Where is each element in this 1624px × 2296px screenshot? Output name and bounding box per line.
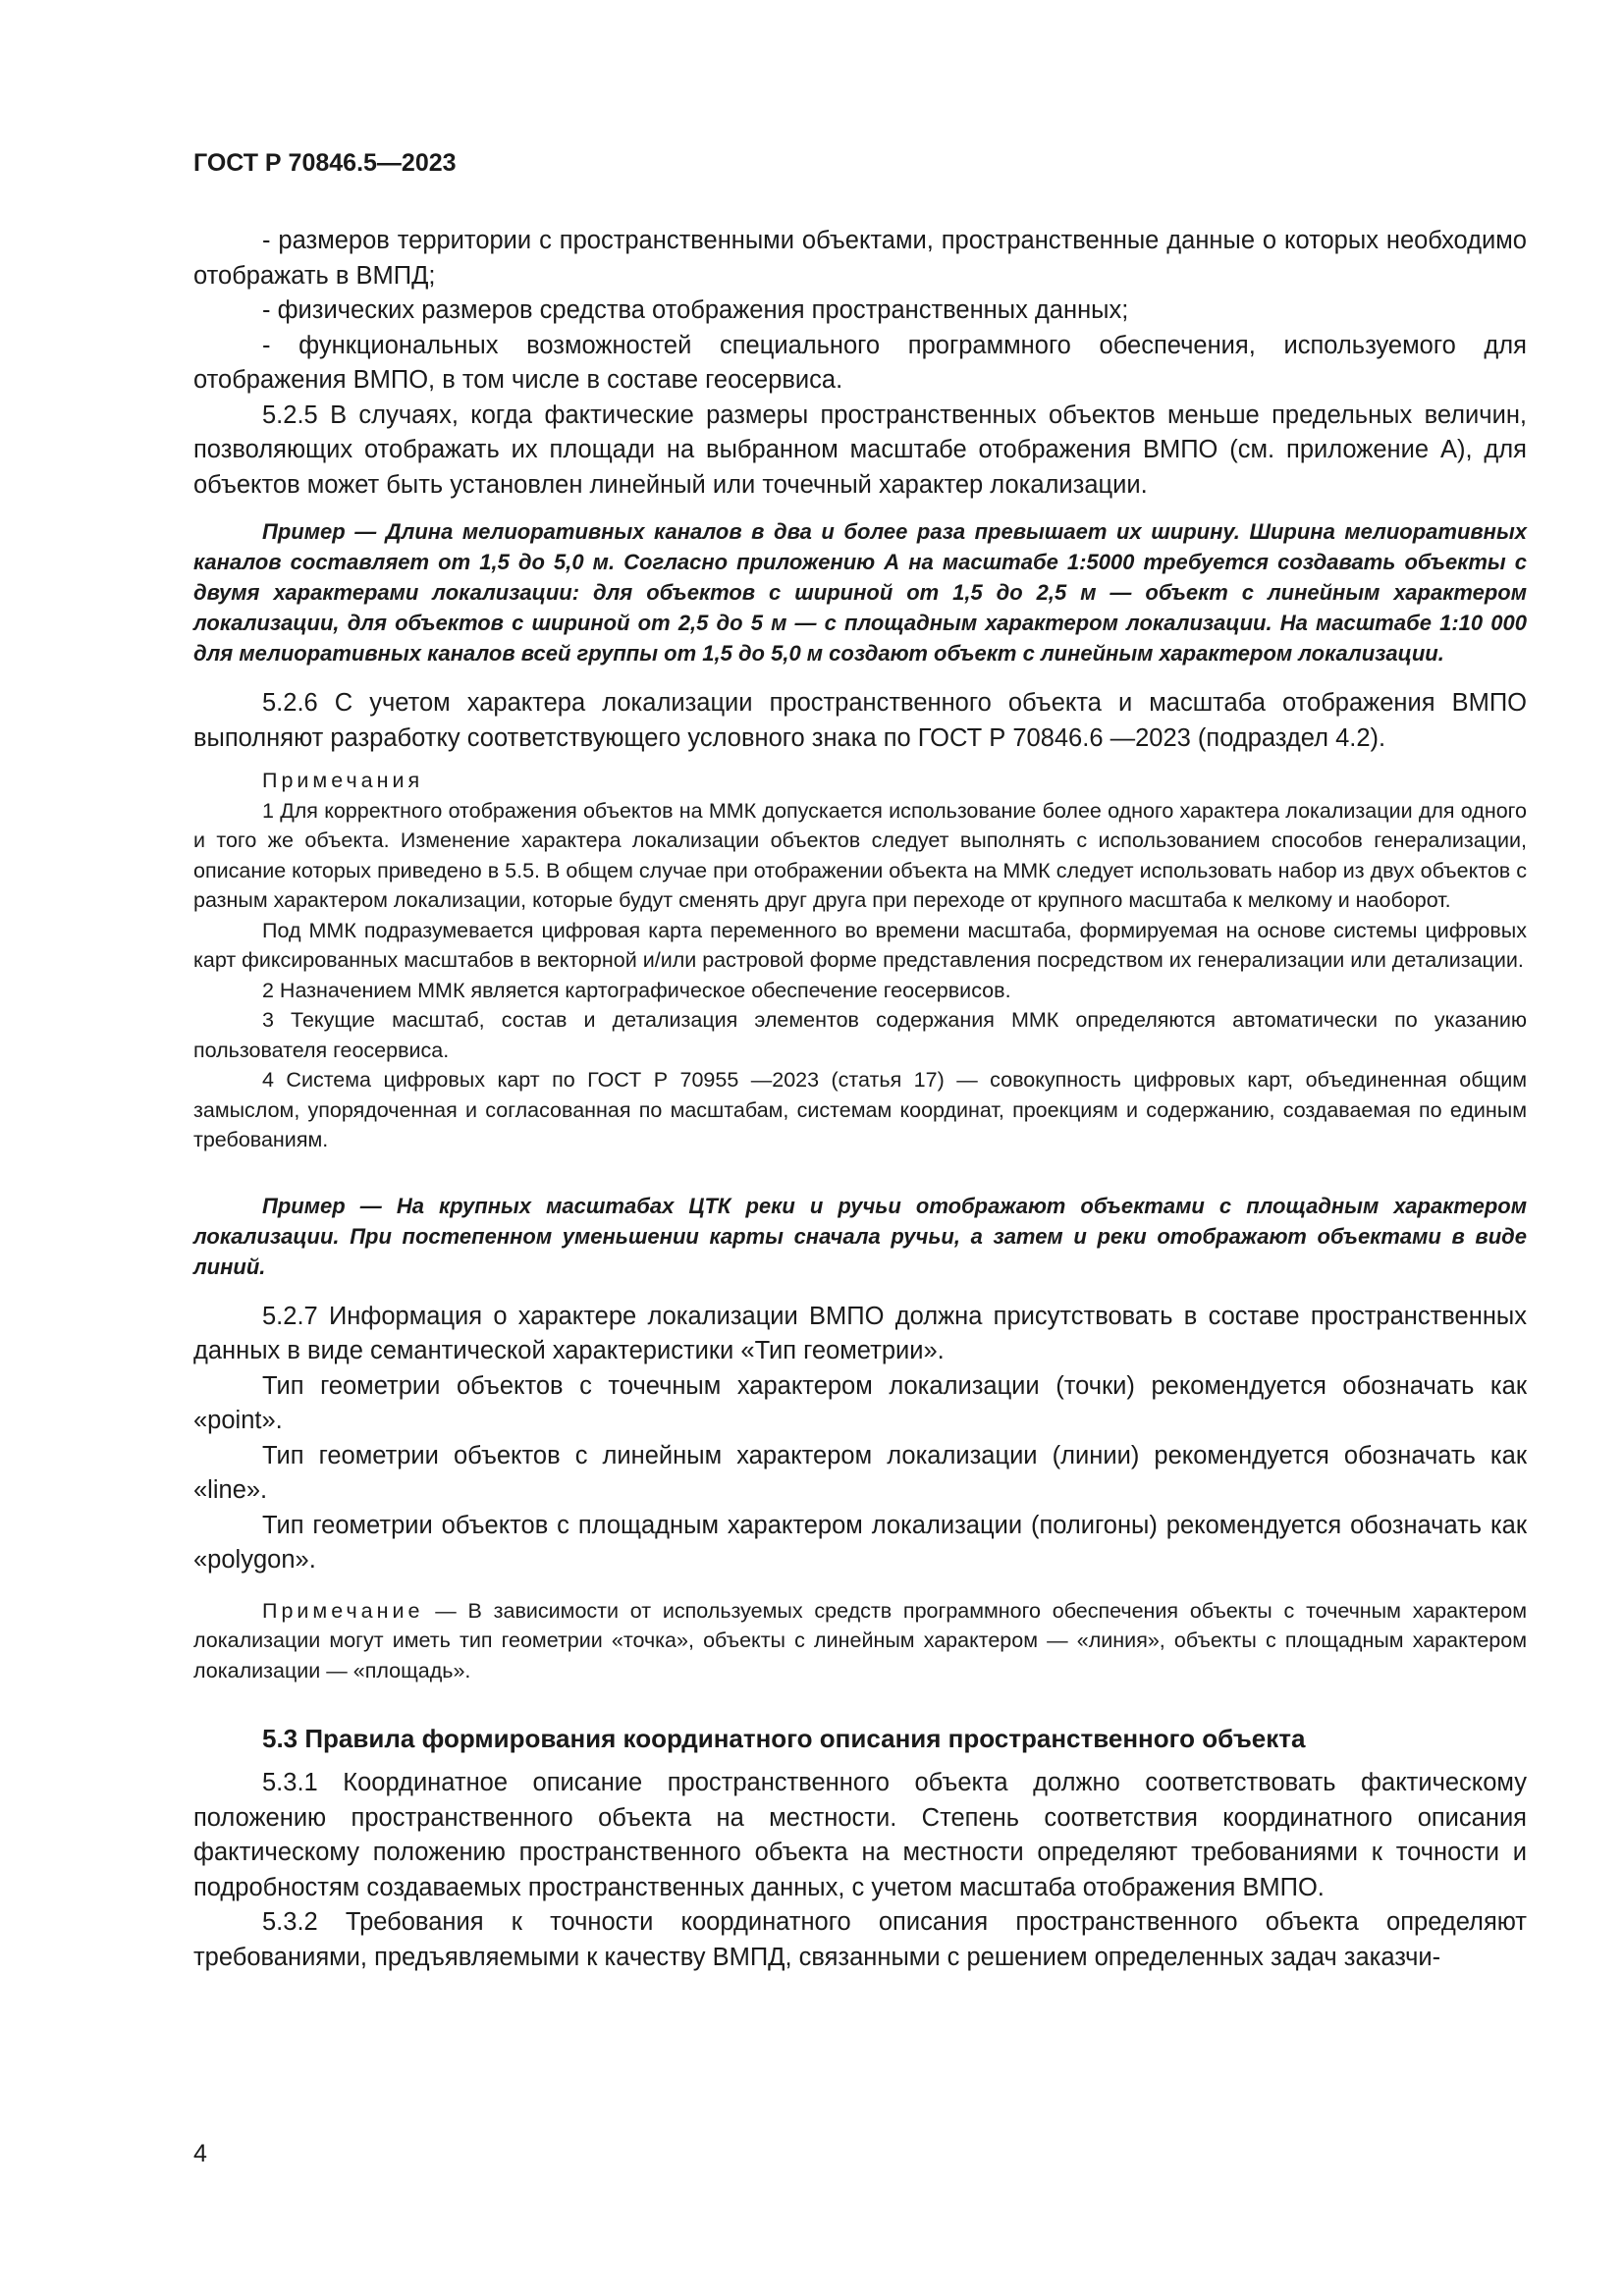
note-3: 3 Текущие масштаб, состав и детализация элементов содержания ММК определяются автоматически по указанию пользователя геосервиса. — [193, 1008, 1527, 1062]
list-item-software: - функциональных возможностей специального программного обеспечения, используемого для отображения ВМПО, в том числе в составе геосервиса. — [193, 331, 1527, 394]
note-text: — В зависимости от используемых средств программного обеспечения объекты с точечным характером локализации могут иметь тип геометрии «точка», объекты с линейным характером — «линия», объекты с площадным характером локализации — «площадь». — [193, 1598, 1527, 1682]
clause-5-2-5: 5.2.5 В случаях, когда фактические размеры пространственных объектов меньше предельных величин, позволяющих отображать их площади на выбранном масштабе отображения ВМПО (см. приложение А), для объектов может быть установлен линейный или точечный характер локализации. — [193, 400, 1527, 499]
note-1: 1 Для корректного отображения объектов на ММК допускается использование более одного характера локализации для одного и того же объекта. Изменение характера локализации объектов следует выполнять с использованием способов генерализации, описание которых приведено в 5.5. В общем случае при отображении объекта на ММК следует использовать набор из двух объектов с разным характером локализации, которые будут сменять друг друга при переходе от крупного масштаба к мелкому и наоборот. — [193, 798, 1527, 912]
example-rivers-streams: Пример — На крупных масштабах ЦТК реки и ручьи отображают объектами с площадным характером локализации. При постепенном уменьшении карты сначала ручьи, а затем и реки отображают объектами в виде линий. — [193, 1193, 1527, 1279]
geometry-type-line: Тип геометрии объектов с линейным характером локализации (линии) рекомендуется обозначать как «line». — [193, 1441, 1527, 1504]
note-1-continuation: Под ММК подразумевается цифровая карта переменного во времени масштаба, формируемая на основе системы цифровых карт фиксированных масштабов в векторной и/или растровой форме представления посредством их генерализации или детализации. — [193, 918, 1527, 972]
note-label: Примечание — [262, 1598, 424, 1623]
document-code-header: ГОСТ Р 70846.5—2023 — [193, 149, 457, 177]
note-2: 2 Назначением ММК является картографическое обеспечение геосервисов. — [262, 978, 1011, 1002]
section-heading-5-3: 5.3 Правила формирования координатного описания пространственного объекта — [262, 1724, 1306, 1753]
page-number: 4 — [193, 2140, 207, 2167]
geometry-type-polygon: Тип геометрии объектов с площадным характером локализации (полигоны) рекомендуется обозначать как «polygon». — [193, 1511, 1527, 1574]
clause-5-3-2: 5.3.2 Требования к точности координатного описания пространственного объекта определяют требованиями, предъявляемыми к качеству ВМПД, связанными с решением определенных задач заказчи- — [193, 1908, 1527, 1971]
example-melioration-canals: Пример — Длина мелиоративных каналов в два и более раза превышает их ширину. Ширина мелиоративных каналов составляет от 1,5 до 5,0 м. Согласно приложению А на масштабе 1:5000 требуется создавать объекты с двумя характерами локализации: для объектов с шириной от 1,5 до 2,5 м — объект с линейным характером локализации, для объектов с шириной от 2,5 до 5 м — с площадным характером локализации. На масштабе 1:10 000 для мелиоративных каналов всей группы от 1,5 до 5,0 м создают объект с линейным характером локализации. — [193, 519, 1527, 666]
geometry-type-point: Тип геометрии объектов с точечным характером локализации (точки) рекомендуется обозначать как «point». — [193, 1371, 1527, 1434]
note-geometry-types — [193, 1596, 1527, 1686]
notes-title: Примечания — [262, 769, 424, 792]
list-item-territory: - размеров территории с пространственными объектами, пространственные данные о которых необходимо отображать в ВМПД; — [193, 227, 1527, 290]
page-body — [193, 224, 1527, 1975]
list-item-display-size: - физических размеров средства отображения пространственных данных; — [262, 296, 1129, 324]
clause-5-2-6: 5.2.6 С учетом характера локализации пространственного объекта и масштаба отображения ВМПО выполняют разработку соответствующего условного знака по ГОСТ Р 70846.6 —2023 (подраздел 4.2). — [193, 689, 1527, 752]
note-4: 4 Система цифровых карт по ГОСТ Р 70955 —2023 (статья 17) — совокупность цифровых карт, объединенная общим замыслом, упорядоченная и согласованная по масштабам, системам координат, проекциям и содержанию, создаваемая по единым требованиям. — [193, 1068, 1527, 1151]
clause-5-2-7: 5.2.7 Информация о характере локализации ВМПО должна присутствовать в составе пространственных данных в виде семантической характеристики «Тип геометрии». — [193, 1302, 1527, 1364]
clause-5-3-1: 5.3.1 Координатное описание пространственного объекта должно соответствовать фактическому положению пространственного объекта на местности. Степень соответствия координатного описания фактическому положению пространственного объекта на местности определяют требованиями к точности и подробностям создаваемых пространственных данных, с учетом масштаба отображения ВМПО. — [193, 1769, 1527, 1901]
